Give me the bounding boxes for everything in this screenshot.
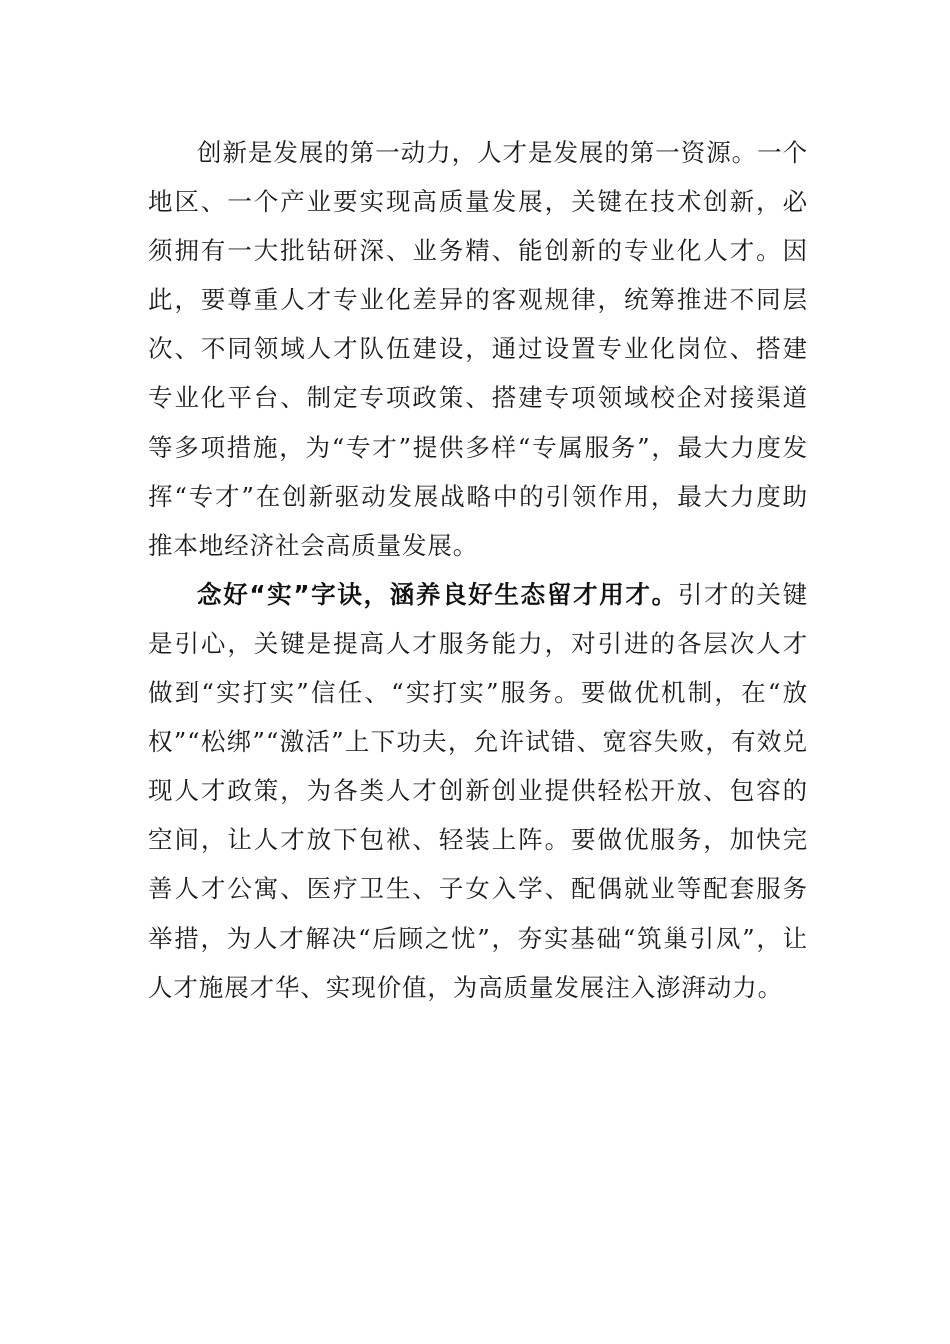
- paragraph-shi-principle: [148, 570, 808, 1012]
- paragraph-lead-heading: 念好“实”字诀，涵养良好生态留才用才。: [197, 579, 678, 609]
- paragraph-innovation-talent: [148, 128, 808, 570]
- document-body: [148, 128, 808, 1012]
- paragraph-body: 引才的关键是引心，关键是提高人才服务能力，对引进的各层次人才做到“实打实”信任、“实打实”服务。要做优机制，在“放权”“松绑”“激活”上下功夫，允许试错、宽容失败，有效兑现人才政策，为各类人才创新创业提供轻松开放、包容的空间，让人才放下包袱、轻装上阵。要做优服务，加快完善人才公寓、医疗卫生、子女入学、配偶就业等配套服务举措，为人才解决“后顾之忧”，夯实基础“筑巢引凤”，让人才施展才华、实现价值，为高质量发展注入澎湃动力。: [148, 579, 808, 1002]
- paragraph-body: 创新是发展的第一动力，人才是发展的第一资源。一个地区、一个产业要实现高质量发展，关键在技术创新，必须拥有一大批钻研深、业务精、能创新的专业化人才。因此，要尊重人才专业化差异的客观规律，统筹推进不同层次、不同领域人才队伍建设，通过设置专业化岗位、搭建专业化平台、制定专项政策、搭建专项领域校企对接渠道等多项措施，为“专才”提供多样“专属服务”，最大力度发挥“专才”在创新驱动发展战略中的引领作用，最大力度助推本地经济社会高质量发展。: [148, 138, 808, 560]
